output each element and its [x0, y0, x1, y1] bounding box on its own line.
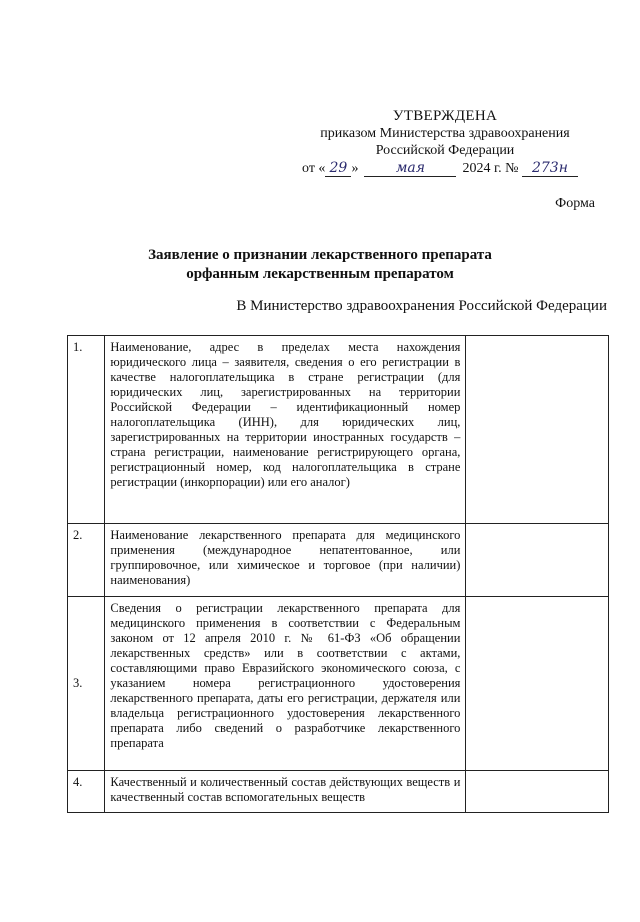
title-line-2: орфанным лекарственным препаратом [186, 266, 454, 282]
row-value-cell[interactable] [466, 771, 609, 813]
addressee: В Министерство здравоохранения Российской Федерации [236, 298, 607, 314]
row-number: 3. [68, 597, 105, 771]
approval-block [290, 108, 600, 159]
row-description: Наименование, адрес в пределах места нахождения юридического лица – заявителя, сведения о его регистрации в качестве налогоплательщика в стране регистрации (для юридических лиц, зарегистрированных на территории Российской Федерации – идентификационный номер налогоплательщика (ИНН), для юридических лиц, зарегистрированных на территории иностранных государств – страна регистрации, наименование регистрирующего органа, регистрационный номер, код налогоплательщика в стране регистрации (инкорпорации) или его аналог) [105, 336, 466, 524]
table-row [68, 336, 609, 524]
title-line-1: Заявление о признании лекарственного препарата [148, 247, 492, 263]
row-number: 2. [68, 524, 105, 597]
row-value-cell[interactable] [466, 336, 609, 524]
table-row [68, 771, 609, 813]
row-value-cell[interactable] [466, 524, 609, 597]
form-label: Форма [555, 196, 595, 211]
approval-line-2: Российской Федерации [375, 143, 515, 158]
order-date-line [302, 160, 578, 177]
row-number: 4. [68, 771, 105, 813]
application-table [67, 335, 609, 813]
row-description: Качественный и количественный состав действующих веществ и качественный состав вспомогательных веществ [105, 771, 466, 813]
date-year-label: 2024 г. № [462, 161, 519, 176]
row-description: Наименование лекарственного препарата для медицинского применения (международное непатентованное, или группировочное, или химическое и торговое (при наличии) наименования) [105, 524, 466, 597]
row-description: Сведения о регистрации лекарственного препарата для медицинского применения в соответствии с Федеральным законом от 12 апреля 2010 г. № 61-ФЗ «Об обращении лекарственных средств» или в соответствии с актами, составляющими право Евразийского экономического союза, с указанием номера регистрационного удостоверения лекарственного препарата, даты его регистрации, держателя или владельца регистрационного удостоверения лекарственного препарата либо сведений о разработчике лекарственного препарата [105, 597, 466, 771]
approval-line-1: приказом Министерства здравоохранения [320, 126, 570, 141]
row-number: 1. [68, 336, 105, 524]
handwritten-day: 29 [325, 160, 351, 177]
handwritten-month: мая [364, 160, 456, 177]
table-row [68, 597, 609, 771]
date-prefix: от « [302, 161, 326, 176]
row-value-cell[interactable] [466, 597, 609, 771]
approval-heading: УТВЕРЖДЕНА [392, 108, 498, 124]
date-after-day: » [351, 161, 359, 176]
document-title [0, 246, 640, 284]
table-row [68, 524, 609, 597]
handwritten-order-number: 273н [522, 160, 578, 177]
